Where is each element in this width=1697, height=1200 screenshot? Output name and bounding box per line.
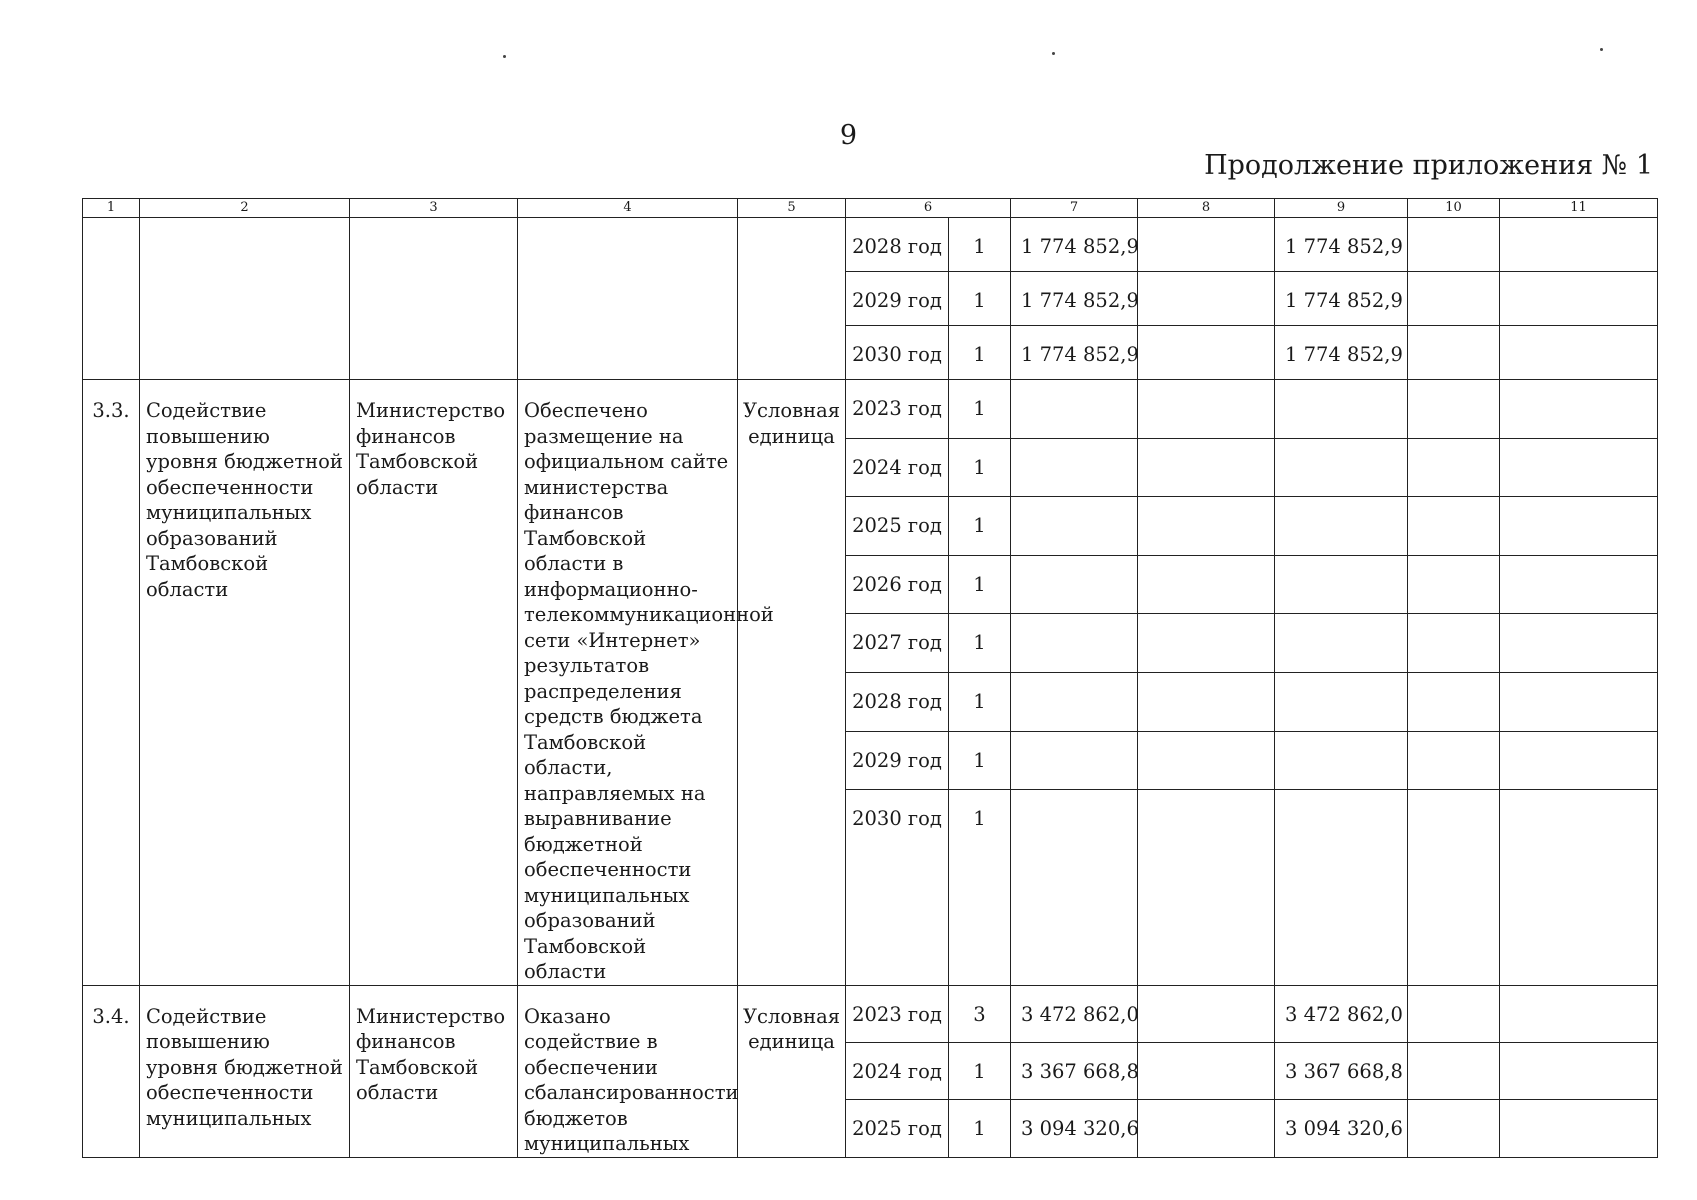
amount-col8-cell [1138, 731, 1275, 790]
year-cell: 2029 год [846, 731, 949, 790]
table-row [83, 985, 1658, 1042]
amount-col7-cell: 3 094 320,6 [1011, 1100, 1138, 1157]
qty-cell: 1 [949, 614, 1011, 673]
prev-unit-cell [738, 218, 846, 380]
amount-col11-cell [1500, 731, 1658, 790]
qty-cell: 1 [949, 1042, 1011, 1099]
amount-col8-cell [1138, 218, 1275, 272]
amount-col10-cell [1408, 555, 1500, 614]
amount-col9-cell [1275, 731, 1408, 790]
amount-col8-cell [1138, 497, 1275, 556]
amount-col10-cell [1408, 326, 1500, 380]
col-header-4: 4 [518, 199, 738, 218]
amount-col10-cell [1408, 218, 1500, 272]
amount-col11-cell [1500, 497, 1658, 556]
amount-col7-cell [1011, 555, 1138, 614]
amount-col9-cell [1275, 555, 1408, 614]
amount-col8-cell [1138, 326, 1275, 380]
amount-col8-cell [1138, 380, 1275, 439]
amount-col9-cell [1275, 438, 1408, 497]
qty-cell: 1 [949, 1100, 1011, 1157]
measure-unit: Условная единица [738, 985, 846, 1157]
prev-num-cell [83, 218, 140, 380]
amount-col9-cell [1275, 672, 1408, 731]
amount-col7-cell: 3 367 668,8 [1011, 1042, 1138, 1099]
qty-cell: 1 [949, 555, 1011, 614]
amount-col8-cell [1138, 985, 1275, 1042]
year-cell: 2023 год [846, 380, 949, 439]
amount-col7-cell [1011, 790, 1138, 985]
qty-cell: 3 [949, 985, 1011, 1042]
result-description: Оказано содействие в обеспечении сбалансированности бюджетов муниципальных [518, 985, 738, 1157]
scan-speck [1052, 52, 1055, 55]
year-cell: 2029 год [846, 272, 949, 326]
amount-col7-cell: 3 472 862,0 [1011, 985, 1138, 1042]
col-header-8: 8 [1138, 199, 1275, 218]
amount-col9-cell [1275, 380, 1408, 439]
prev-executor-cell [350, 218, 518, 380]
col-header-7: 7 [1011, 199, 1138, 218]
col-header-2: 2 [140, 199, 350, 218]
amount-col11-cell [1500, 614, 1658, 673]
year-cell: 2025 год [846, 497, 949, 556]
amount-col11-cell [1500, 438, 1658, 497]
continuation-title: Продолжение приложения № 1 [1204, 150, 1653, 181]
amount-col8-cell [1138, 790, 1275, 985]
qty-cell: 1 [949, 731, 1011, 790]
amount-col8-cell [1138, 614, 1275, 673]
year-cell: 2030 год [846, 790, 949, 985]
amount-col11-cell [1500, 672, 1658, 731]
qty-cell: 1 [949, 438, 1011, 497]
amount-col7-cell [1011, 380, 1138, 439]
amount-col8-cell [1138, 272, 1275, 326]
section-number: 3.4. [83, 985, 140, 1157]
measure-title: Содействие повышению уровня бюджетной обеспеченности муниципальных образований Тамбовской области [140, 380, 350, 986]
result-description: Обеспечено размещение на официальном сайте министерства финансов Тамбовской области в информационно-телекоммуникационной сети «Интернет» результатов распределения средств бюджета Тамбовской области, направляемых на выравнивание бюджетной обеспеченности муниципальных образований Тамбовской области [518, 380, 738, 986]
qty-cell: 1 [949, 218, 1011, 272]
amount-col11-cell [1500, 326, 1658, 380]
col-header-1: 1 [83, 199, 140, 218]
col-header-11: 11 [1500, 199, 1658, 218]
amount-col9-cell: 3 472 862,0 [1275, 985, 1408, 1042]
amount-col11-cell [1500, 1042, 1658, 1099]
amount-col10-cell [1408, 614, 1500, 673]
amount-col9-cell [1275, 790, 1408, 985]
amount-col9-cell: 1 774 852,9 [1275, 326, 1408, 380]
amount-col7-cell [1011, 614, 1138, 673]
amount-col11-cell [1500, 790, 1658, 985]
amount-col10-cell [1408, 438, 1500, 497]
amount-col9-cell: 3 094 320,6 [1275, 1100, 1408, 1157]
amount-col8-cell [1138, 1100, 1275, 1157]
amount-col10-cell [1408, 672, 1500, 731]
col-header-6: 6 [846, 199, 1011, 218]
measure-title: Содействие повышению уровня бюджетной обеспеченности муниципальных [140, 985, 350, 1157]
measure-unit: Условная единица [738, 380, 846, 986]
col-header-3: 3 [350, 199, 518, 218]
prev-result-cell [518, 218, 738, 380]
amount-col9-cell [1275, 497, 1408, 556]
col-header-10: 10 [1408, 199, 1500, 218]
table-row [83, 380, 1658, 439]
col-header-5: 5 [738, 199, 846, 218]
amount-col10-cell [1408, 380, 1500, 439]
year-cell: 2024 год [846, 438, 949, 497]
scan-speck [503, 55, 506, 58]
year-cell: 2026 год [846, 555, 949, 614]
amount-col8-cell [1138, 555, 1275, 614]
amount-col10-cell [1408, 1042, 1500, 1099]
executor: Министерство финансов Тамбовской области [350, 380, 518, 986]
executor: Министерство финансов Тамбовской области [350, 985, 518, 1157]
qty-cell: 1 [949, 497, 1011, 556]
section-number: 3.3. [83, 380, 140, 986]
amount-col7-cell: 1 774 852,9 [1011, 272, 1138, 326]
scan-speck [1600, 48, 1603, 51]
year-cell: 2027 год [846, 614, 949, 673]
year-cell: 2030 год [846, 326, 949, 380]
table-row [83, 218, 1658, 272]
amount-col11-cell [1500, 218, 1658, 272]
year-cell: 2024 год [846, 1042, 949, 1099]
plan-table [82, 198, 1658, 1158]
amount-col8-cell [1138, 672, 1275, 731]
year-cell: 2025 год [846, 1100, 949, 1157]
amount-col8-cell [1138, 1042, 1275, 1099]
amount-col7-cell [1011, 497, 1138, 556]
amount-col10-cell [1408, 731, 1500, 790]
amount-col7-cell [1011, 672, 1138, 731]
amount-col11-cell [1500, 1100, 1658, 1157]
year-cell: 2028 год [846, 672, 949, 731]
qty-cell: 1 [949, 380, 1011, 439]
amount-col7-cell: 1 774 852,9 [1011, 218, 1138, 272]
amount-col10-cell [1408, 790, 1500, 985]
amount-col11-cell [1500, 985, 1658, 1042]
amount-col11-cell [1500, 555, 1658, 614]
amount-col9-cell [1275, 614, 1408, 673]
amount-col9-cell: 1 774 852,9 [1275, 272, 1408, 326]
amount-col7-cell [1011, 731, 1138, 790]
amount-col8-cell [1138, 438, 1275, 497]
qty-cell: 1 [949, 326, 1011, 380]
amount-col9-cell: 1 774 852,9 [1275, 218, 1408, 272]
amount-col10-cell [1408, 497, 1500, 556]
year-cell: 2023 год [846, 985, 949, 1042]
qty-cell: 1 [949, 790, 1011, 985]
column-numbers-row [83, 199, 1658, 218]
amount-col10-cell [1408, 985, 1500, 1042]
page-number: 9 [839, 120, 858, 151]
qty-cell: 1 [949, 272, 1011, 326]
amount-col9-cell: 3 367 668,8 [1275, 1042, 1408, 1099]
amount-col7-cell: 1 774 852,9 [1011, 326, 1138, 380]
prev-title-cell [140, 218, 350, 380]
qty-cell: 1 [949, 672, 1011, 731]
amount-col7-cell [1011, 438, 1138, 497]
amount-col10-cell [1408, 272, 1500, 326]
col-header-9: 9 [1275, 199, 1408, 218]
year-cell: 2028 год [846, 218, 949, 272]
amount-col10-cell [1408, 1100, 1500, 1157]
amount-col11-cell [1500, 380, 1658, 439]
amount-col11-cell [1500, 272, 1658, 326]
